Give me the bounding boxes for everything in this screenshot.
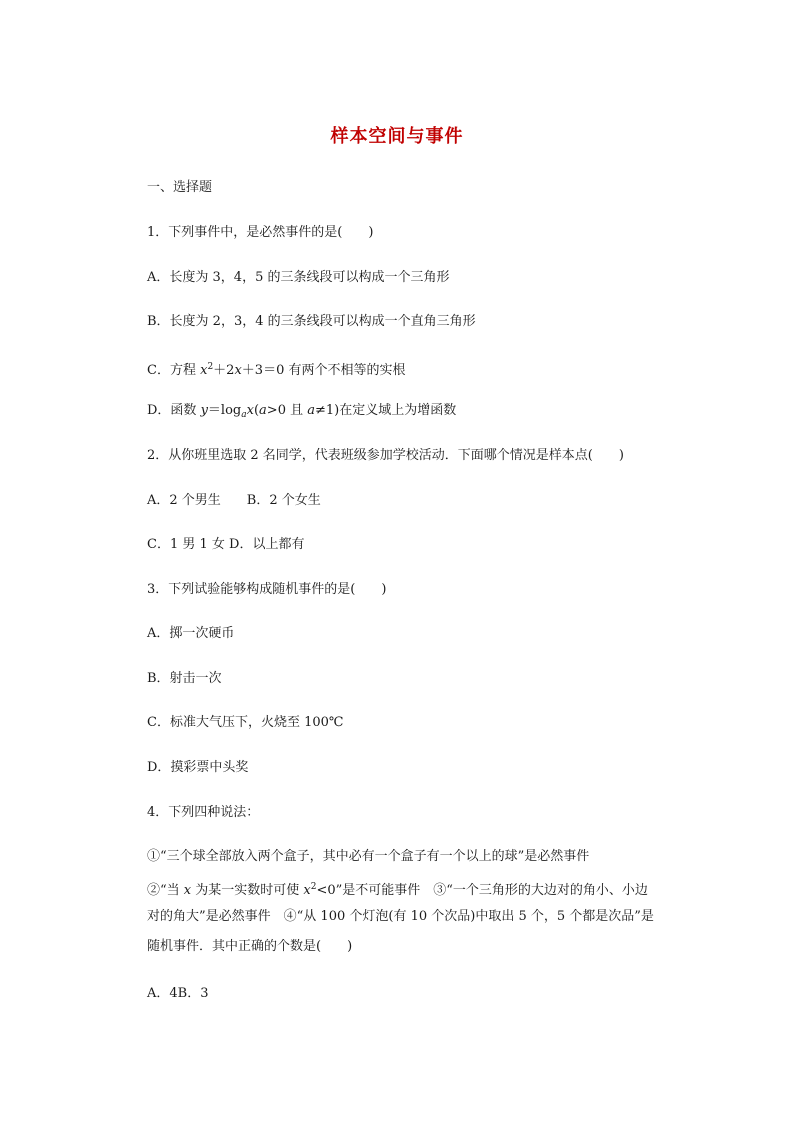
question-4-statement-3: 对的角大”是必然事件 ④“从 100 个灯泡(有 10 个次品)中取出 5 个，5 个都是次品”是 — [147, 909, 654, 924]
question-3-option-b: B．射击一次 — [147, 671, 222, 686]
question-4-statement-1: ①“三个球全部放入两个盒子，其中必有一个盒子有一个以上的球”是必然事件 — [147, 849, 590, 864]
statement-2-mid: 为某一实数时可使 — [191, 883, 304, 898]
question-3-option-a: A．掷一次硬币 — [147, 626, 235, 641]
question-4-statement-2 — [147, 878, 648, 900]
question-1-option-d — [147, 402, 456, 424]
option-d-suffix: ≠1)在定义域上为增函数 — [315, 403, 457, 418]
question-2-options-ab: A．2 个男生 B．2 个女生 — [147, 493, 321, 508]
variable-a: a — [307, 403, 315, 418]
variable-x: x — [200, 363, 208, 378]
question-4-options: A．4B．3 — [147, 986, 209, 1001]
variable-x: x — [246, 403, 254, 418]
question-1-option-b: B．长度为 2，3，4 的三条线段可以构成一个直角三角形 — [147, 314, 476, 329]
question-1-option-a: A．长度为 3，4，5 的三条线段可以构成一个三角形 — [147, 270, 450, 285]
option-d-prefix: D．函数 — [147, 403, 201, 418]
question-2-options-cd: C．1 男 1 女 D．以上都有 — [147, 537, 305, 552]
statement-2-prefix: ②“当 — [147, 883, 184, 898]
statement-2-suffix: <0”是不可能事件 ③“一个三角形的大边对的角小、小边 — [316, 883, 648, 898]
question-3-stem: 3．下列试验能够构成随机事件的是( ) — [147, 582, 387, 597]
condition-text: >0 且 — [266, 403, 308, 418]
question-3-option-c: C．标准大气压下，火烧至 100℃ — [147, 715, 344, 730]
variable-a: a — [259, 403, 267, 418]
exponent: 2 — [207, 362, 214, 372]
variable-x: x — [183, 883, 192, 898]
question-1-option-c — [147, 358, 405, 380]
question-4-stem: 4．下列四种说法： — [147, 805, 260, 820]
variable-x: x — [234, 363, 242, 378]
exponent: 2 — [310, 882, 317, 892]
option-c-prefix: C．方程 — [147, 363, 201, 378]
log-base: a — [241, 410, 247, 420]
question-3-option-d: D．摸彩票中头奖 — [147, 760, 249, 775]
log-symbol: ＝log — [207, 403, 242, 418]
variable-y: y — [200, 403, 208, 418]
option-c-suffix: ＋3＝0 有两个不相等的实根 — [241, 363, 406, 378]
option-c-mid: ＋2 — [213, 363, 235, 378]
section-heading: 一、选择题 — [147, 180, 213, 195]
question-4-statement-4: 随机事件．其中正确的个数是( ) — [147, 939, 353, 954]
document-title: 样本空间与事件 — [330, 126, 464, 147]
open-paren: ( — [253, 403, 260, 418]
question-2-stem: 2．从你班里选取 2 名同学，代表班级参加学校活动．下面哪个情况是样本点( ) — [147, 448, 624, 463]
question-1-stem: 1．下列事件中，是必然事件的是( ) — [147, 225, 374, 240]
variable-x: x — [303, 883, 311, 898]
